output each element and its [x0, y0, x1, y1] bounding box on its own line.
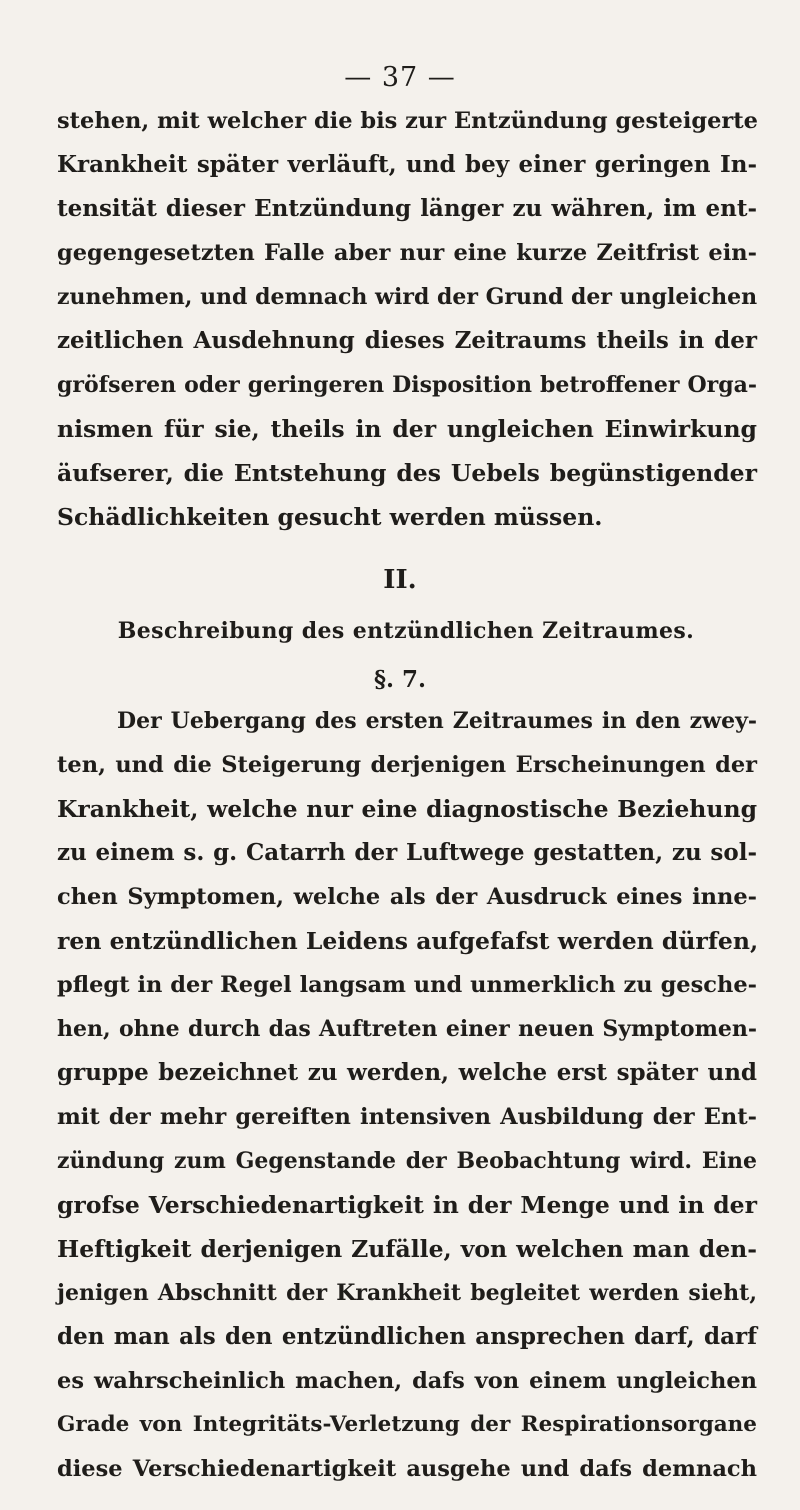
text-line: diese Verschiedenartigkeit ausgehe und dafs demnach: [57, 1456, 757, 1482]
text-line: Krankheit später verläuft, und bey einer geringen In-: [57, 151, 757, 178]
text-line: ten, und die Steigerung derjenigen Erscheinungen der: [57, 752, 757, 778]
chapter-heading: Beschreibung des entzündlichen Zeitraumes.: [117, 618, 695, 644]
chapter-numeral: II.: [383, 565, 417, 595]
text-line: pflegt in der Regel langsam und unmerklich zu gesche-: [57, 972, 757, 998]
text-line: grofse Verschiedenartigkeit in der Menge und in der: [57, 1191, 757, 1219]
text-line: hen, ohne durch das Auftreten einer neuen Symptomen-: [57, 1016, 757, 1042]
page-number: — 37 —: [344, 62, 456, 93]
text-line: zunehmen, und demnach wird der Grund der ungleichen: [57, 284, 758, 310]
text-line: chen Symptomen, welche als der Ausdruck eines inne-: [57, 884, 757, 910]
text-line: tensität dieser Entzündung länger zu währen, im ent-: [57, 195, 757, 222]
text-line: ren entzündlichen Leidens aufgefafst werden dürfen,: [57, 927, 759, 955]
paragraph-continuation: [57, 99, 757, 539]
text-line: den man als den entzündlichen ansprechen darf, darf: [57, 1323, 757, 1350]
text-line: stehen, mit welcher die bis zur Entzündung gesteigerte: [57, 108, 758, 134]
text-line: Krankheit, welche nur eine diagnostische Beziehung: [57, 795, 757, 823]
section-mark: §. 7.: [373, 666, 427, 693]
text-line: jenigen Abschnitt der Krankheit begleitet werden sieht,: [57, 1280, 757, 1306]
text-line: zu einem s. g. Catarrh der Luftwege gestatten, zu sol-: [57, 839, 757, 866]
text-line: Heftigkeit derjenigen Zufälle, von welchen man den-: [57, 1235, 757, 1263]
text-line: Schädlichkeiten gesucht werden müssen.: [57, 503, 603, 531]
text-line: Der Uebergang des ersten Zeitraumes in den zwey-: [117, 708, 757, 734]
text-line: Grade von Integritäts-Verletzung der Respirationsorgane: [57, 1412, 757, 1437]
text-line: gruppe bezeichnet zu werden, welche erst später und: [57, 1059, 757, 1086]
text-line: zündung zum Gegenstande der Beobachtung wird. Eine: [57, 1148, 757, 1174]
text-line: gegengesetzten Falle aber nur eine kurze Zeitfrist ein-: [57, 240, 757, 266]
text-line: mit der mehr gereiften intensiven Ausbildung der Ent-: [57, 1104, 757, 1130]
paragraph-section-7: [57, 699, 757, 1491]
text-line: äufserer, die Entstehung des Uebels begünstigender: [57, 459, 757, 487]
text-line: nismen für sie, theils in der ungleichen Einwirkung: [57, 415, 757, 443]
text-line: zeitlichen Ausdehnung dieses Zeitraums theils in der: [57, 327, 757, 354]
text-line: gröfseren oder geringeren Disposition betroffener Orga-: [57, 372, 757, 398]
text-line: es wahrscheinlich machen, dafs von einem ungleichen: [57, 1368, 757, 1394]
